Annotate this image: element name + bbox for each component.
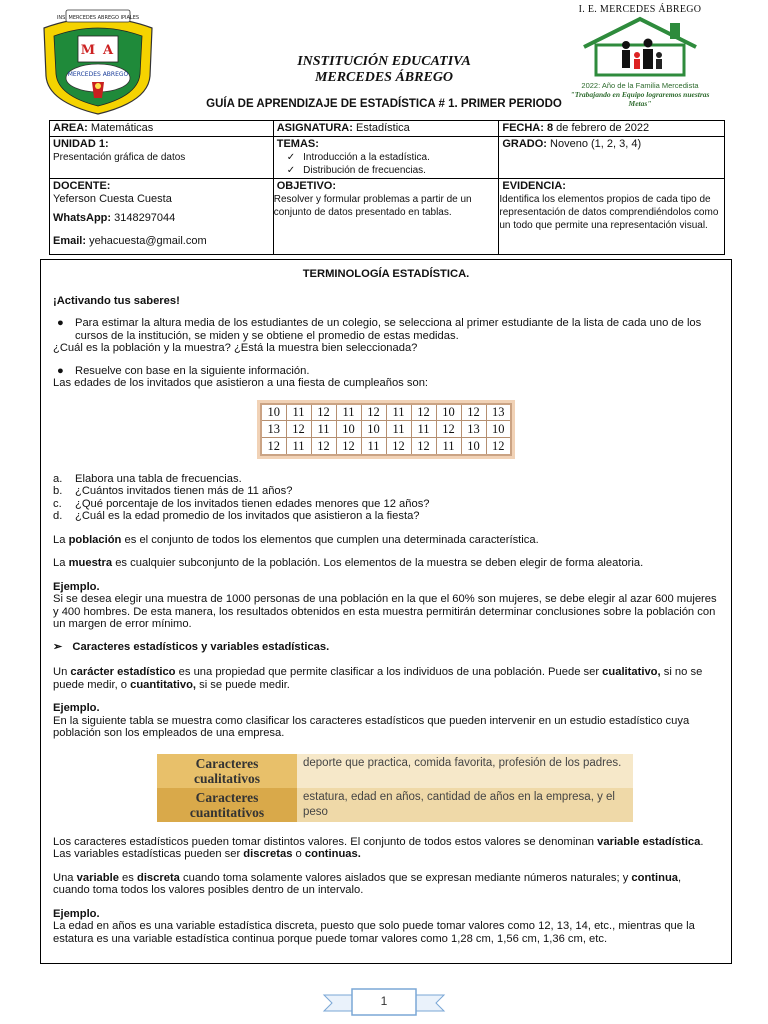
text-run: Un [53, 666, 71, 678]
ejemplo-heading: Ejemplo. [53, 702, 100, 714]
ages-cell: 12 [436, 421, 461, 438]
objetivo-label: OBJETIVO: [276, 180, 337, 192]
text-run: es el conjunto de todos los elementos que cumplen una determinada característica. [121, 533, 539, 546]
caracteres-heading [53, 641, 719, 654]
grado-cell [499, 137, 725, 179]
email-value: yehacuesta@gmail.com [86, 235, 207, 247]
caracter-definition [53, 666, 719, 691]
objetivo-value: Resolver y formular problemas a partir de un conjunto de datos presentado en tablas. [273, 194, 472, 218]
question-label: c. [53, 497, 62, 510]
text-run: si no se puede medir, o [53, 666, 703, 691]
info-table [49, 120, 725, 255]
page-number-badge [322, 985, 446, 1019]
ages-cell: 10 [336, 421, 361, 438]
term-continuas: continuas. [304, 848, 361, 860]
text-run: es [118, 871, 137, 884]
ages-cell: 11 [386, 404, 411, 421]
text-run: , cuando toma todos los valores posibles dentro de un intervalo. [53, 871, 682, 896]
question-item [53, 510, 719, 523]
institution-title [0, 54, 768, 86]
ages-cell: 13 [486, 404, 511, 421]
valores-paragraph [53, 836, 719, 861]
ages-table [260, 403, 512, 456]
email-label: Email: [53, 235, 87, 247]
tema-item: ✓ Introducción a la estadística. [287, 151, 496, 164]
question-poblacion: ¿Cuál es la población y la muestra? ¿Está la muestra bien seleccionada? [53, 342, 418, 354]
car-value-cell: deporte que practica, comida favorita, profesión de los padres. [297, 754, 633, 788]
question-item [53, 473, 719, 486]
ages-cell: 11 [411, 421, 436, 438]
text-run: Los caracteres estadísticos pueden tomar distintos valores. El conjunto de todos estos valores se denominan [53, 835, 598, 848]
ejemplo-heading: Ejemplo. [53, 907, 100, 920]
question-item [53, 485, 719, 498]
text-run: La [53, 557, 69, 569]
bullet-text: Para estimar la altura media de los estudiantes de un colegio, se selecciona al primer estudiante de la lista de cada uno de los cursos de la institución, se miden y se obtiene el promedio de estas medidas. [75, 317, 702, 342]
variable-paragraph [53, 872, 719, 897]
ages-cell: 12 [261, 438, 286, 455]
unidad-cell [50, 137, 274, 179]
ages-table-wrap [53, 398, 719, 461]
text-run: o [292, 848, 305, 860]
right-logo-title: I. E. MERCEDES ÁBREGO [578, 4, 702, 15]
caracteres-heading-text: Caracteres estadísticos y variables estadísticas. [72, 640, 330, 653]
asignatura-label: ASIGNATURA: [276, 122, 353, 134]
ages-cell: 11 [336, 404, 361, 421]
objetivo-cell [273, 179, 499, 255]
right-logo-year: 2022: Año de la Familia Mercedista [581, 81, 699, 90]
text-run: es una propiedad que permite clasificar a los individuos de una población. Puede ser [175, 666, 603, 678]
ages-cell: 10 [461, 438, 486, 455]
area-cell [50, 121, 274, 137]
caracteres-table [157, 754, 633, 822]
institution-line-2: MERCEDES ÁBREGO [314, 70, 454, 85]
term-discretas: discretas [243, 848, 293, 860]
shield-letter-m: M [80, 43, 96, 58]
section-title: TERMINOLOGÍA ESTADÍSTICA. [302, 268, 470, 280]
ages-cell: 12 [286, 421, 311, 438]
ages-row [261, 421, 511, 438]
car-label-cell [157, 788, 297, 822]
ejemplo-2-text: En la siguiente tabla se muestra como clasificar los caracteres estadísticos que pueden intervenir en un estudio estadístico cuya población son los empleados de una empresa. [53, 714, 690, 739]
activando-heading: ¡Activando tus saberes! [53, 294, 180, 307]
text-run: . Las variables estadísticas pueden ser [53, 835, 704, 860]
grado-label: GRADO: [502, 138, 547, 150]
temas-cell [273, 137, 499, 179]
question-text: ¿Cuál es la edad promedio de los invitados que asistieron a la fiesta? [75, 510, 420, 522]
ages-cell: 10 [361, 421, 386, 438]
text-run: es cualquier subconjunto de la población. Los elementos de la muestra se deben elegir de forma aleatoria. [112, 557, 644, 569]
question-label: b. [53, 485, 63, 497]
page-number: 1 [380, 994, 388, 1008]
car-value-cell: estatura, edad en años, cantidad de años en la empresa, y el peso [297, 788, 633, 822]
question-text: ¿Qué porcentaje de los invitados tienen edades menores que 12 años? [75, 497, 430, 510]
muestra-definition [53, 557, 719, 570]
term-continua: continua [631, 871, 679, 884]
institution-line-1: INSTITUCIÓN EDUCATIVA [297, 54, 471, 69]
shield-letter-a: A [102, 43, 114, 58]
ejemplo-3-text: La edad en años es una variable estadística discreta, puesto que solo puede tomar valores como 12, 13, 14, etc., mientras que la estatura es una variable estadística continua porque puede tomar valores como 1,28 cm, 1,56 cm, 1,36 cm, etc. [53, 920, 695, 945]
ages-cell: 11 [436, 438, 461, 455]
question-item [53, 498, 719, 511]
ages-cell: 12 [311, 404, 336, 421]
ages-intro: Las edades de los invitados que asistieron a una fiesta de cumpleaños son: [53, 377, 429, 389]
fecha-cell [499, 121, 725, 137]
term-muestra: muestra [68, 557, 113, 569]
term-discreta: discreta [136, 871, 180, 884]
ages-row [261, 404, 511, 421]
text-run: La [53, 533, 69, 546]
bullet-item [53, 365, 719, 378]
questions-list [53, 473, 719, 523]
tema-item: ✓ Distribución de frecuencias. [287, 164, 496, 177]
asignatura-cell [273, 121, 499, 137]
ages-cell: 13 [461, 421, 486, 438]
shield-ribbon-text: MERCEDES ABREGO [67, 71, 129, 78]
text-run: si se puede medir. [196, 678, 290, 691]
ages-cell: 11 [386, 421, 411, 438]
ages-row [261, 438, 511, 455]
question-text: ¿Cuántos invitados tienen más de 11 años? [75, 485, 293, 497]
text-run: Una [53, 871, 77, 884]
evidencia-value: Identifica los elementos propios de cada tipo de representación de datos comprendiéndolos como un todo que permite una representación visual. [499, 194, 719, 231]
fecha-label: FECHA: [502, 122, 544, 134]
docente-name: Yeferson Cuesta Cuesta [53, 193, 172, 205]
grado-value: Noveno (1, 2, 3, 4) [546, 138, 642, 150]
ages-cell: 12 [386, 438, 411, 455]
ages-cell: 12 [486, 438, 511, 455]
ages-cell: 10 [486, 421, 511, 438]
ages-cell: 12 [336, 438, 361, 455]
ages-cell: 12 [311, 438, 336, 455]
ages-cell: 11 [286, 404, 311, 421]
bullet-text: Resuelve con base en la siguiente información. [75, 364, 310, 377]
unidad-label: UNIDAD 1: [53, 138, 109, 150]
ages-cell: 13 [261, 421, 286, 438]
term-cuantitativo: cuantitativo, [130, 678, 197, 691]
term-poblacion: población [68, 533, 122, 546]
poblacion-definition [53, 534, 719, 547]
right-logo-motto: "Trabajando en Equipo lograremos nuestras Metas" [570, 90, 710, 108]
bullet-item [53, 317, 719, 342]
area-label: AREA: [53, 122, 88, 134]
term-caracter: carácter estadístico [70, 666, 176, 678]
ages-cell: 12 [411, 438, 436, 455]
unidad-value: Presentación gráfica de datos [53, 152, 186, 163]
text-run: cuando toma solamente valores aislados que se expresan mediante números naturales; y [179, 871, 632, 884]
question-label: a. [53, 472, 63, 485]
question-label: d. [53, 510, 63, 522]
ages-cell: 11 [311, 421, 336, 438]
term-variable: variable [76, 871, 119, 884]
ages-cell: 10 [261, 404, 286, 421]
content-box [40, 259, 732, 964]
term-variable-estadistica: variable estadística [597, 835, 701, 848]
ages-cell: 11 [361, 438, 386, 455]
car-label-line: Caracteres [195, 755, 259, 771]
ages-cell: 10 [436, 404, 461, 421]
fecha-rest: de febrero de 2022 [553, 122, 650, 134]
guide-title: GUÍA DE APRENDIZAJE DE ESTADÍSTICA # 1. PRIMER PERIODO [206, 98, 562, 110]
car-label-line: cualitativos [194, 770, 260, 786]
car-label-cell [157, 754, 297, 788]
car-label-line: cuantitativos [189, 804, 265, 820]
ejemplo-1-text: Si se desea elegir una muestra de 1000 personas de una población en la que el 60% son mujeres, se debe elegir al azar 600 mujeres y 400 hombres. De esta manera, los resultados obtenidos en esta muestra permitirán determinar conclusiones sobre la población con un margen de error mínimo. [53, 593, 717, 630]
asignatura-value: Estadística [352, 122, 410, 134]
arrow-icon: ➢ [53, 640, 63, 653]
ages-table-frame [257, 400, 515, 459]
ejemplo-heading: Ejemplo. [53, 580, 100, 593]
question-text: Elabora una tabla de frecuencias. [75, 472, 242, 485]
docente-label: DOCENTE: [53, 180, 111, 192]
whatsapp-value: 3148297044 [111, 212, 176, 224]
ages-cell: 11 [286, 438, 311, 455]
temas-list [277, 151, 496, 177]
area-value: Matemáticas [87, 122, 154, 134]
fecha-day: 8 [543, 122, 554, 134]
term-cualitativo: cualitativo, [602, 666, 661, 678]
temas-label: TEMAS: [276, 138, 319, 150]
ages-cell: 12 [411, 404, 436, 421]
ages-cell: 12 [461, 404, 486, 421]
docente-cell [50, 179, 274, 255]
evidencia-label: EVIDENCIA: [502, 180, 566, 192]
ages-cell: 12 [361, 404, 386, 421]
bullet-dot-icon: ● [57, 317, 64, 329]
whatsapp-label: WhatsApp: [53, 212, 112, 224]
car-label-line: Caracteres [195, 789, 259, 805]
shield-banner-text: INS. MERCEDES ABREGO IPIALES [56, 15, 140, 21]
bullet-dot-icon: ● [57, 364, 64, 377]
evidencia-cell [499, 179, 725, 255]
